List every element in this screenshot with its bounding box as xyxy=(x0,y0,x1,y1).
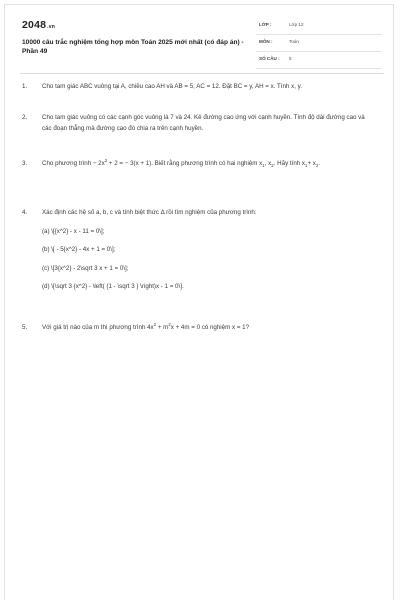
question-text: Cho tam giác vuông có các cạnh góc vuông là 7 và 24. Kẻ đường cao ứng với cạnh huyền. Tính độ dài đường cao và các đoạn thẳng mà đường cao đó chia ra trên cạnh huyền. xyxy=(42,114,365,132)
meta-value-subject: Toán xyxy=(289,39,299,44)
meta-row-grade xyxy=(256,20,382,35)
question-number: 3. xyxy=(22,160,28,167)
meta-row-subject xyxy=(256,37,382,52)
meta-value-question-count: 5 xyxy=(289,56,292,61)
question-sub-item-c: (c) \[3{x^2} - 2\sqrt 3 x + 1 = 0\]; xyxy=(42,264,129,272)
question-text: Cho tam giác ABC vuông tại A, chiều cao AH và AB = 5; AC = 12. Đặt BC = y, AH = x. Tính x, y. xyxy=(42,83,303,90)
meta-label-grade: LỚP : xyxy=(259,22,272,27)
meta-label-question-count: SỐ CÂU : xyxy=(259,56,280,61)
question-text: Với giá trị nào của m thì phương trình $4x^2 + m^2x + 4m = 0$ có nghiệm x = 1? xyxy=(42,321,250,331)
logo-main-text: 2048 xyxy=(22,19,47,31)
question-sub-item-a: (a) \[{x^2} - x - 11 = 0\]; xyxy=(42,227,105,235)
document-title: 10000 câu trắc nghiệm tổng hợp môn Toán 2025 mới nhất (có đáp án) - Phần 49 xyxy=(22,39,244,55)
meta-row-question-count xyxy=(256,54,382,69)
document-header xyxy=(5,5,393,67)
question-sub-item-b: (b) \[ - 5{x^2} - 4x + 1 = 0\]; xyxy=(42,246,116,253)
meta-label-subject: MÔN : xyxy=(259,39,273,44)
logo-domain-text: .vn xyxy=(47,24,55,30)
question-text: Cho phương trình − $2x^2 + 2$ = − 3(x + 1). Biết rằng phương trình có hai nghiệm $x_1$, $x_2$. Hãy tính $x_1+ x_2$. xyxy=(42,157,321,169)
meta-value-grade: Lớp 12 xyxy=(289,22,304,27)
document-page xyxy=(4,4,394,600)
question-number: 4. xyxy=(22,209,28,216)
question-number: 5. xyxy=(22,324,28,331)
question-number: 2. xyxy=(22,114,28,121)
site-logo[interactable] xyxy=(22,19,55,31)
document-meta xyxy=(256,20,382,71)
header-divider xyxy=(20,73,384,74)
question-number: 1. xyxy=(22,83,28,90)
question-body xyxy=(42,208,374,293)
question-sub-item-d: (d) \[\sqrt 3 {x^2} - \left( {1 - \sqrt 3 } \right)x - 1 = 0\]. xyxy=(42,283,184,290)
question-text: Xác định các hệ số a, b, c và tính biệt thức Δ rồi tìm nghiệm của phương trình: xyxy=(42,209,257,216)
